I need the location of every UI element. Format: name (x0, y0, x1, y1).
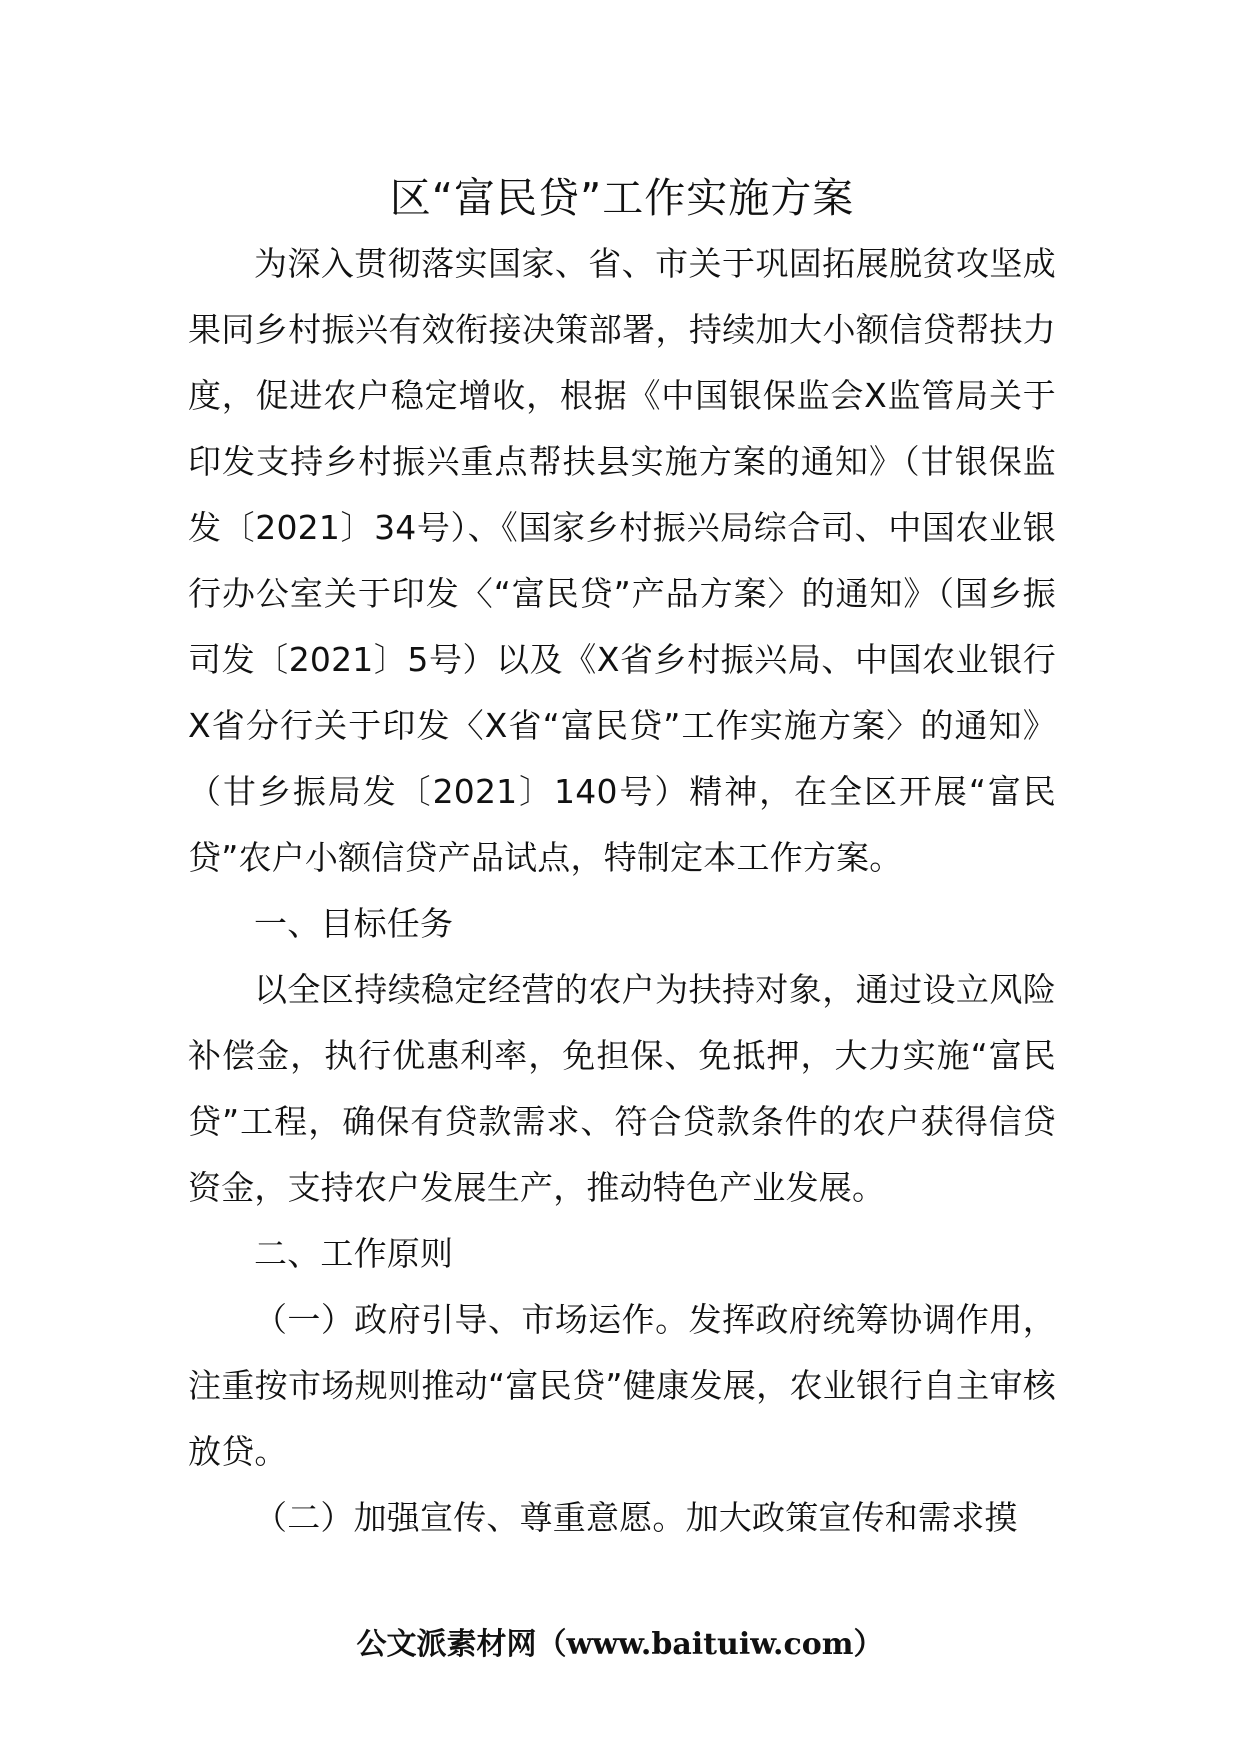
document-title: 区“富民贷”工作实施方案 (389, 174, 855, 222)
section-heading-principles: 二、工作原则 (254, 1234, 454, 1273)
paragraph-principle-2: （二）加强宣传、尊重意愿。加大政策宣传和需求摸 (254, 1498, 1018, 1537)
paragraph-goals: 以全区持续稳定经营的农户为扶持对象，通过设立风险补偿金，执行优惠利率，免担保、免抵押，大力实施“富民贷”工程，确保有贷款需求、符合贷款条件的农户获得信贷资金，支持农户发展生产，推动特色产业发展。 (188, 970, 1056, 1207)
paragraph-principle-1: （一）政府引导、市场运作。发挥政府统筹协调作用，注重按市场规则推动“富民贷”健康发展，农业银行自主审核放贷。 (188, 1300, 1056, 1471)
section-heading-goals: 一、目标任务 (254, 904, 454, 943)
paragraph-intro: 为深入贯彻落实国家、省、市关于巩固拓展脱贫攻坚成果同乡村振兴有效衔接决策部署，持续加大小额信贷帮扶力度，促进农户稳定增收，根据《中国银保监会X监管局关于印发支持乡村振兴重点帮扶县实施方案的通知》（甘银保监发〔2021〕34号）、《国家乡村振兴局综合司、中国农业银行办公室关于印发〈“富民贷”产品方案〉的通知》（国乡振司发〔2021〕5号）以及《X省乡村振兴局、中国农业银行X省分行关于印发〈X省“富民贷”工作实施方案〉的通知》（甘乡振局发〔2021〕140号）精神，在全区开展“富民贷”农户小额信贷产品试点，特制定本工作方案。 (188, 244, 1056, 877)
document-body (188, 231, 1056, 1551)
footer-source-watermark: 公文派素材网（www.baituiw.com） (356, 1627, 884, 1662)
document-page (188, 0, 1056, 1754)
